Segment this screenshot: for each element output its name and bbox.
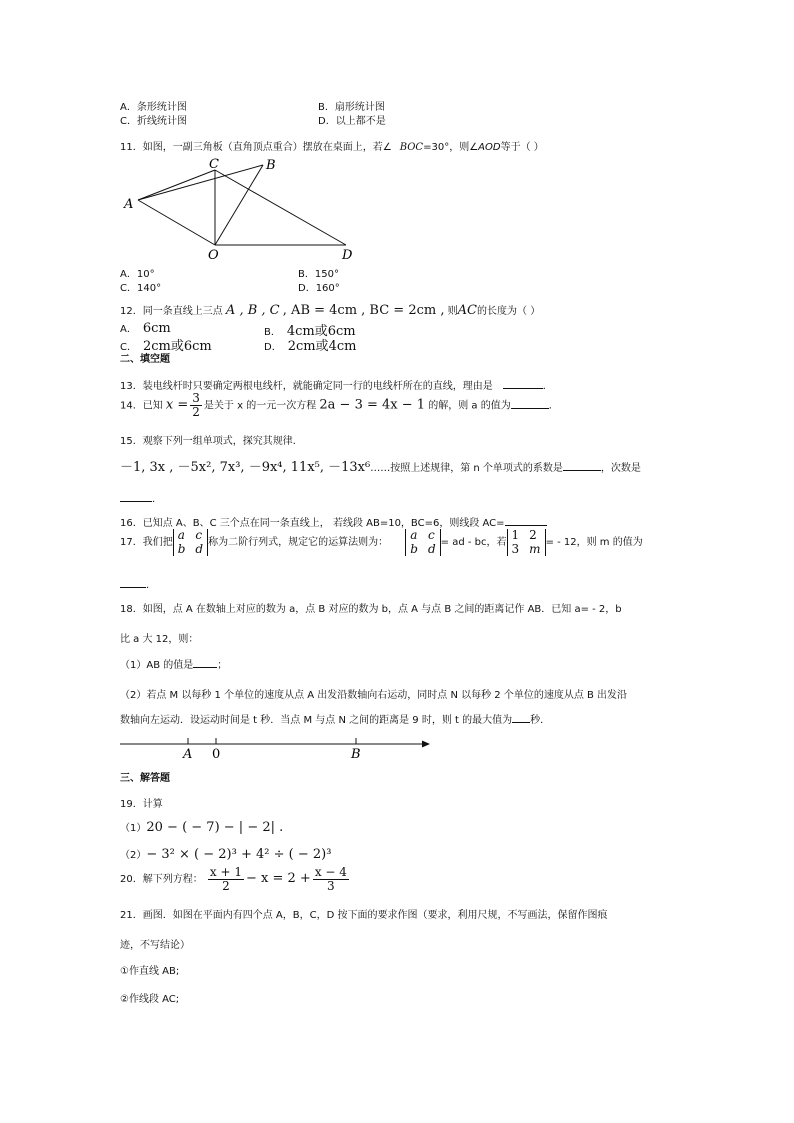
triangle-figure (118, 152, 368, 264)
q12-option-a: A． 6cm (120, 321, 171, 336)
q12-option-b: B． 4cm或6cm (264, 324, 356, 339)
label-d: D (342, 248, 353, 263)
section-heading-fill-blank: 二、填空题 (120, 354, 170, 365)
q15-stem: 15．观察下列一组单项式，探究其规律． (120, 436, 303, 447)
q11-option-b: B．150° (298, 269, 339, 280)
q10-option-b: B．扇形统计图 (318, 102, 385, 113)
q15-coefficient-blank[interactable] (563, 460, 601, 471)
q21-item2: ②作线段 AC; (120, 994, 180, 1005)
q16-text: 16．已知点 A、B、C 三个点在同一条直线上， 若线段 AB=10，BC=6，则线段 AC= (120, 514, 547, 529)
q15-sequence: －1, 3x , －5x², 7x³, －9x⁴, 11x⁵, －13x⁶……按照上述规律，第 n 个单项式的系数是 ，次数是 (120, 460, 641, 475)
q12-option-d: D． 2cm或4cm (264, 339, 357, 354)
label-c: C (209, 157, 219, 172)
q14-text: 14．已知 x = $\frac{3}{2}$ 是关于 x 的一元一次方程 2a − 3 = 4x − 1 的解，则 a 的值为 ． (120, 391, 559, 419)
q15-degree-blank[interactable] (120, 491, 152, 502)
q21-line1: 21．画图．如图在平面内有四个点 A，B，C，D 按下面的要求作图（要求，利用尺规，不写画法，保留作图痕 (120, 910, 608, 921)
q17-determinant-given: 1 2 3 m (507, 529, 546, 556)
q10-option-c: C．折线统计图 (120, 116, 187, 127)
axis-label-b: B (351, 747, 361, 762)
q13-text: 13．装电线杆时只要确定两根电线杆，就能确定同一行的电线杆所在的直线，理由是 ． (120, 377, 553, 392)
q17-answer-line: ． (120, 576, 156, 591)
q18-line2: 比 a 大 12，则： (120, 634, 199, 645)
q20-equation: 20．解下列方程： $\frac{x + 1}{2}$ − x = 2 + $\frac{x - 4}{3}$ (120, 864, 347, 893)
q17-answer-blank[interactable] (120, 577, 146, 588)
q21-item1: ①作直线 AB; (120, 966, 180, 977)
q15-degree-line: ． (120, 490, 162, 505)
label-o: O (208, 248, 219, 263)
q18-part2-line1: （2）若点 M 以每秒 1 个单位的速度从点 A 出发沿数轴向右运动，同时点 N 以每秒 2 个单位的速度从点 B 出发沿 (120, 690, 628, 701)
section-heading-answers: 三、解答题 (120, 773, 170, 784)
q18-line1: 18．如图，点 A 在数轴上对应的数为 a，点 B 对应的数为 b，点 A 与点 B 之间的距离记作 AB．已知 a= - 2，b (120, 604, 622, 615)
q11-option-a: A．10° (120, 269, 155, 280)
axis-label-zero: 0 (212, 747, 221, 762)
q17-determinant-def: a c b d (173, 529, 208, 556)
axis-label-a: A (183, 747, 193, 762)
q19-part2: （2）− 3² × ( − 2)³ + 4² ÷ ( − 2)³ (120, 847, 332, 862)
q17-determinant-rule: a c b d (405, 529, 440, 556)
number-line (118, 734, 438, 762)
q18-part2-line2: 数轴向左运动．设运动时间是 t 秒．当点 M 与点 N 之间的距离是 9 时，则 t 的最大值为 秒． (120, 711, 550, 726)
q16-answer-blank[interactable] (505, 515, 547, 526)
q11-stem: 11．如图，一副三角板（直角顶点重合）摆放在桌面上，若∠ BOC=30°，则∠AOD等于（ ） (120, 142, 544, 153)
q19-part1: （1）20 − ( − 7) − | − 2| . (120, 820, 284, 835)
q18-part1-blank[interactable] (193, 657, 217, 668)
q21-line2: 迹，不写结论） (120, 940, 190, 951)
q13-answer-blank[interactable] (503, 378, 543, 389)
q19-title: 19．计算 (120, 799, 163, 810)
label-b: B (266, 158, 276, 173)
q12-option-c: C． 2cm或6cm (120, 339, 212, 354)
q10-option-d: D．以上都不是 (318, 116, 386, 127)
q17-text: 17．我们把 a c b d 称为二阶行列式，规定它的运算法则为： a c b d = ad - bc，若 1 2 3 m = - 12，则 m 的值为 (120, 527, 643, 556)
q18-part2-blank[interactable] (512, 712, 530, 723)
q11-option-d: D．160° (298, 283, 340, 294)
q14-answer-blank[interactable] (511, 398, 549, 409)
q10-option-a: A．条形统计图 (120, 102, 187, 113)
q11-option-c: C．140° (120, 283, 162, 294)
label-a: A (124, 197, 134, 212)
q18-part1: （1）AB 的值是 ； (120, 656, 227, 671)
q12-stem: 12．同一条直线上三点 A , B , C , AB = 4cm , BC = 2cm , 则AC的长度为（ ） (120, 303, 541, 318)
